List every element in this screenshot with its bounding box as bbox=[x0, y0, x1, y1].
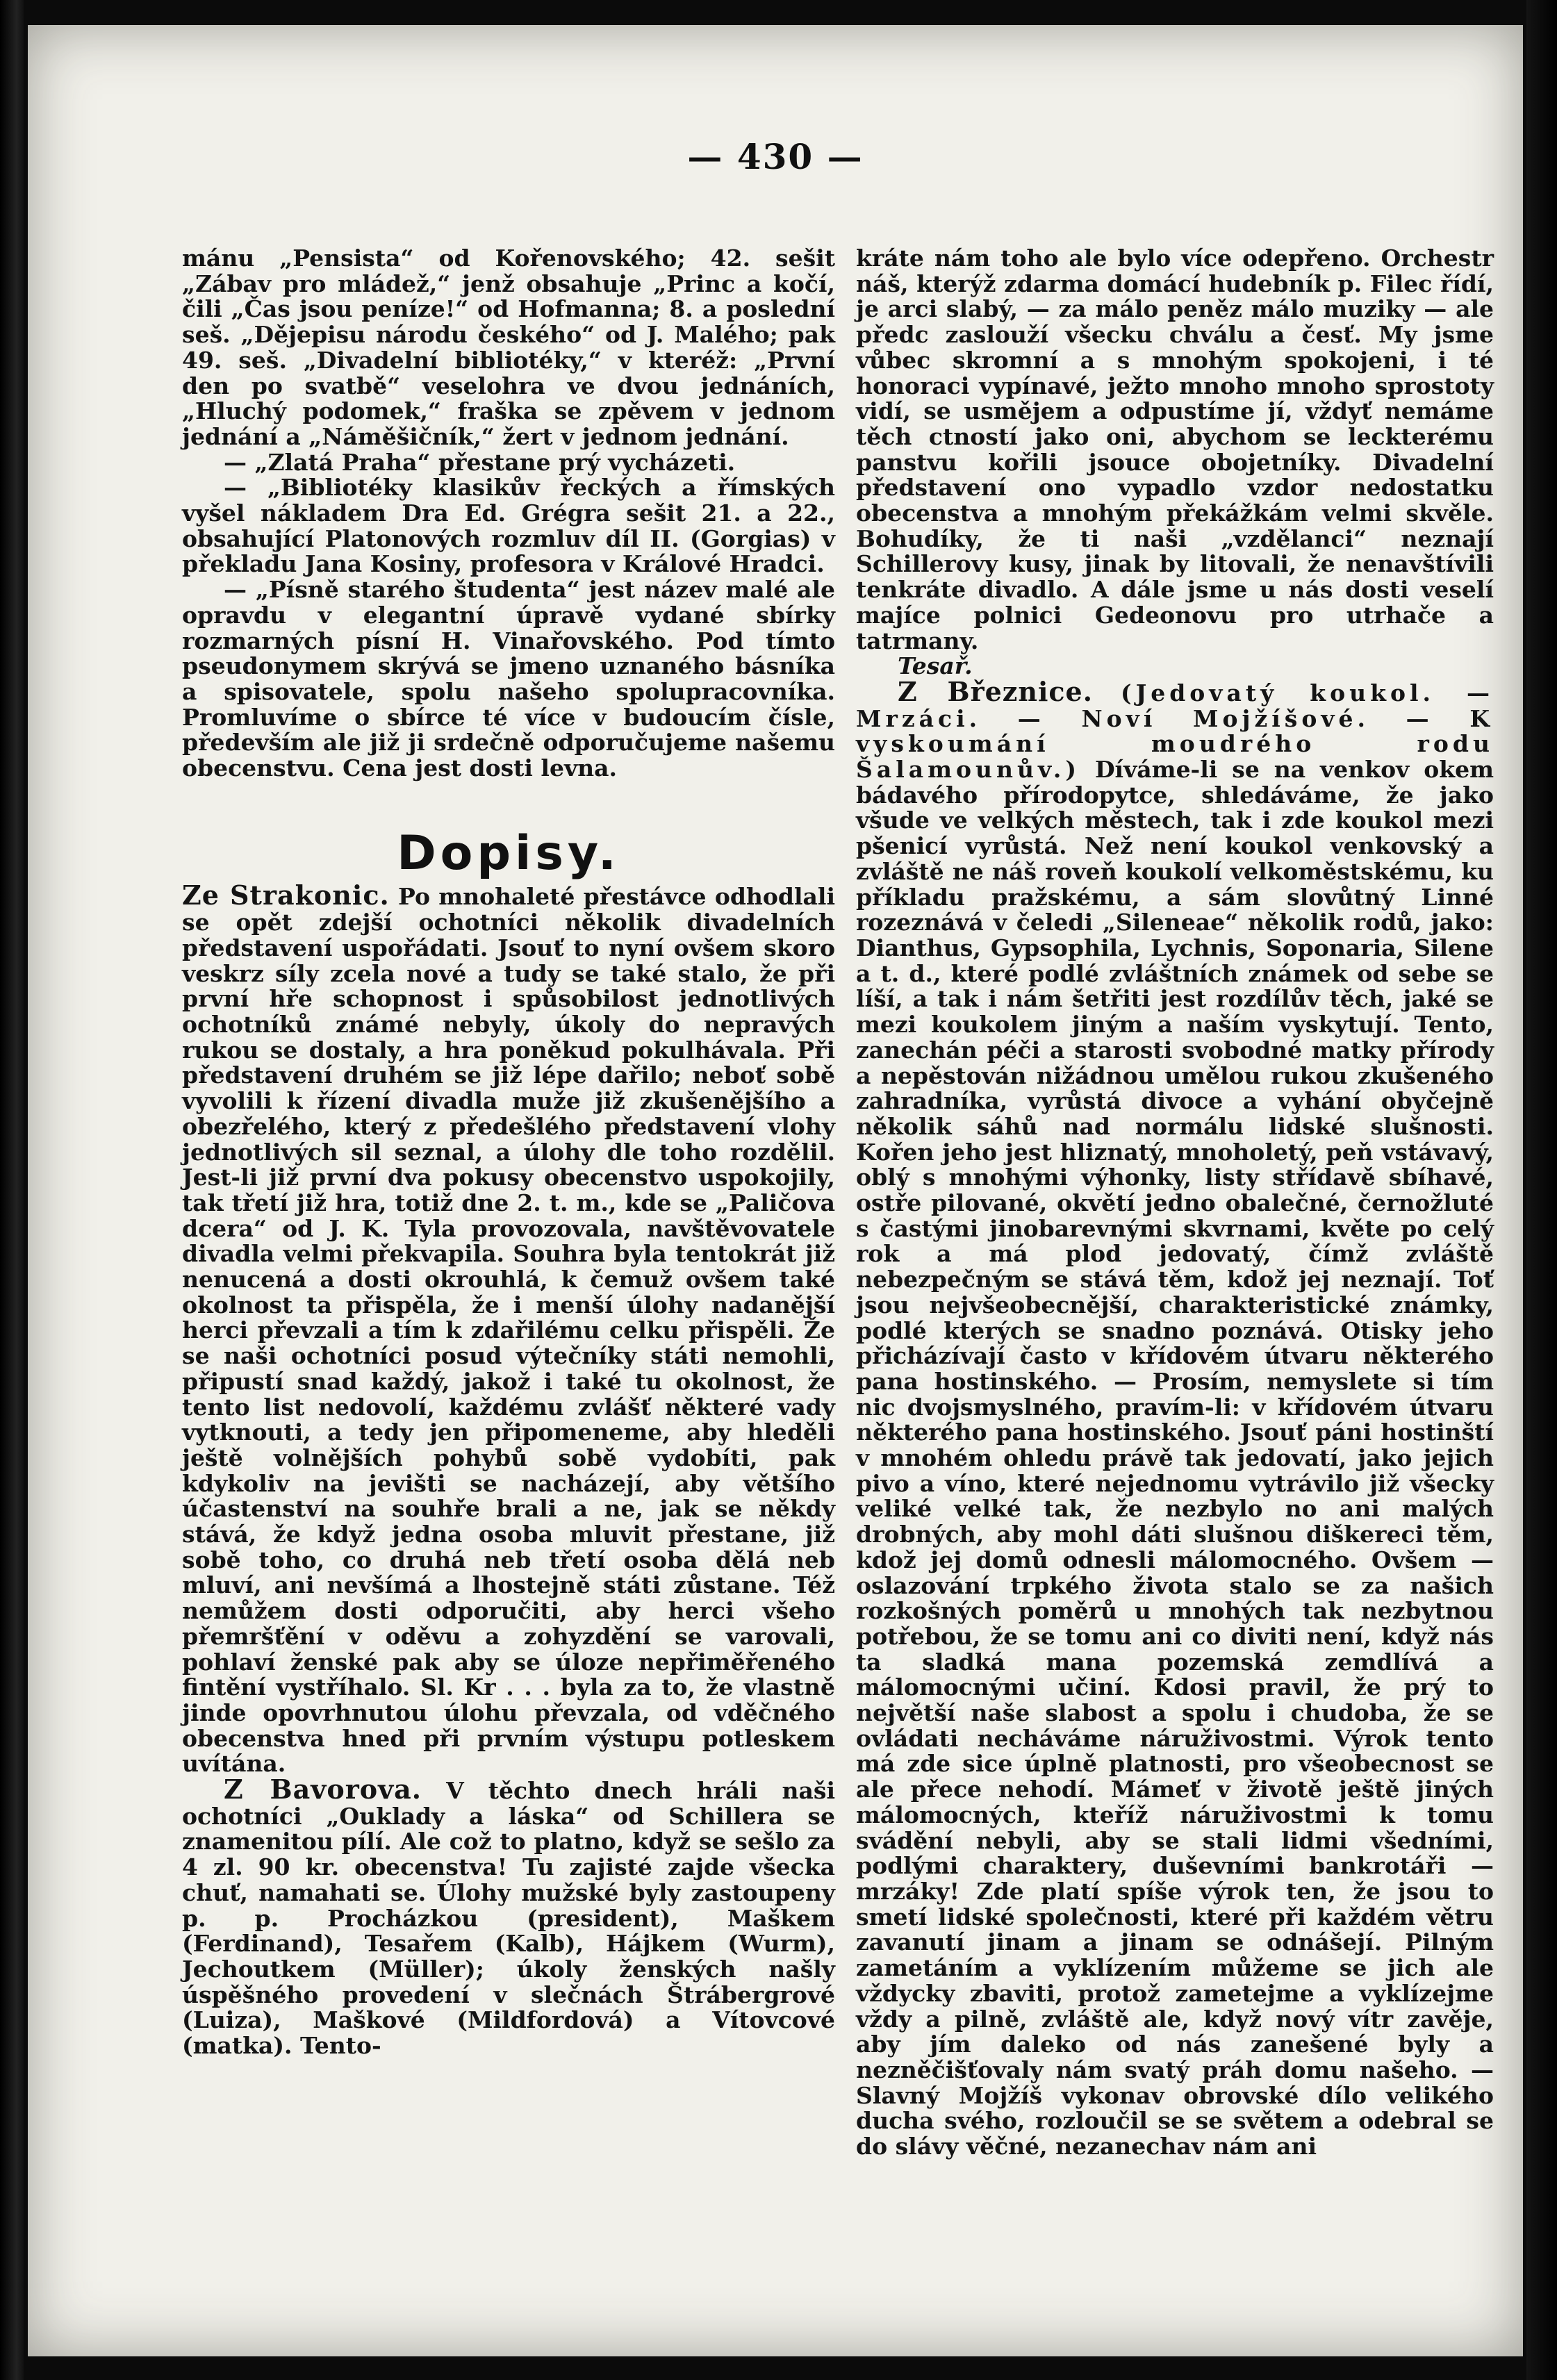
article-strakonice bbox=[182, 879, 835, 1778]
place-breznice: Z Březnice. bbox=[898, 675, 1093, 707]
place-bavorov: Z Bavorova. bbox=[224, 1774, 422, 1805]
paragraph-bavorov-continued: kráte nám toho ale bylo více odepřeno. Orchestr náš, kterýž zdarma domácí hudebník p. Filec řídí, je arci slabý, — za málo peněz málo muziky — ale předc zaslouží všecku chválu a česť. My jsme vůbec skromní a s mnohým spokojeni, i té honoraci vypínavé, ježto mnoho mnoho sprostoty vidí, se usmějem a odpustíme jí, vždyť nemáme těch ctností jako oni, abychom se leckterému panstvu kořili jsouce obojetníky. Divadelní představení ono vypadlo vzdor nedostatku obecenstva a mnohým překážkám velmi skvěle. Bohudíky, že ti naši „vzdělanci“ neznají Schillerovy kusy, jinak by litovali, že nenavštívili tenkráte divadlo. A dále jsme u nás dosti veselí majíce polnici Gedeonovu pro utrhače a tatrmany. bbox=[856, 245, 1494, 654]
signature-tesar: Tesař. bbox=[898, 652, 973, 680]
right-column bbox=[856, 246, 1494, 2160]
paragraph-pisne: — „Písně starého študenta“ jest název malé ale opravdu v elegantní úpravě vydané sbírky rozmarných písní H. Vinařovského. Pod tímto pseudonymem skrývá se jmeno uznaného básníka a spisovatele, spolu našeho spolupracovníka. Promluvíme o sbírce té více v budoucím čísle, především ale již ji srdečně odporučujeme našemu obecenstvu. Cena jest dosti levna. bbox=[182, 576, 835, 782]
paragraph-publications: mánu „Pensista“ od Kořenovského; 42. sešit „Zábav pro mládež,“ jenž obsahuje „Princ a kočí, čili „Čas jsou peníze!“ od Hofmanna; 8. a poslední seš. „Dějepisu národu českého“ od J. Malého; pak 49. seš. „Divadelní bibliotéky,“ v kteréž: „První den po svatbě“ veselohra ve dvou jednáních, „Hluchý podomek,“ fraška se zpěvem v jednom jednání a „Náměšičník,“ žert v jednom jednání. bbox=[182, 245, 835, 450]
text-bavorov: V těchto dnech hráli naši ochotníci „Ouklady a láska“ od Schillera se znamenitou pílí. Ale což to platno, když se sešlo za 4 zl. 90 kr. obecenstva! Tu zajisté zajde všecka chuť, namahati se. Úlohy mužské byly zastoupeny p. p. Procházkou (president), Maškem (Ferdinand), Tesařem (Kalb), Hájkem (Wurm), Jechoutkem (Müller); úkoly ženských našly úspěšného provedení v slečnách Štrábergrové (Luiza), Maškové (Mildfordová) a Vítovcové (matka). Tento- bbox=[182, 1777, 836, 2060]
article-bavorov bbox=[182, 1774, 836, 2060]
paragraph-zlata-praha: — „Zlatá Praha“ přestane prý vycházeti. bbox=[224, 448, 736, 476]
scanned-page bbox=[28, 25, 1523, 2356]
page-number: — 430 — bbox=[687, 136, 864, 177]
film-edge-right bbox=[1526, 0, 1557, 2380]
place-strakonice: Ze Strakonic. bbox=[182, 879, 390, 911]
film-edge-left bbox=[0, 0, 24, 2380]
text-strakonice: Po mnohaleté přestávce odhodlali se opět zdejší ochotníci několik divadelních představení uspořádati. Jsouť to nyní ovšem skoro veskrz síly zcela nové a tudy se také stalo, že při první hře schopnost i spůsobilost jednotlivých ochotníků známé nebyly, úkoly do nepravých rukou se dostaly, a hra poněkud pokulhávala. Při představení druhém se již lépe dařilo; neboť sobě vyvolili k řízení divadla muže již zkušenějšího a obezřelého, který z předešlého představení vlohy jednotlivých sil seznal, a úlohy dle toho rozdělil. Jest-li již první dva pokusy obecenstvo uspokojily, tak třetí již hra, totiž dne 2. t. m., kde se „Paličova dcera“ od J. K. Tyla provozovala, navštěvovatele divadla velmi překvapila. Souhra byla tentokrát již nenucená a dosti okrouhlá, k čemuž ovšem také okolnost ta přispěla, že i menší úlohy nadanější herci převzali a tím k zdařilému celku přispěli. Že se naši ochotníci posud výtečníky státi nemohli, připustí snad každý, jakož i také tu okolnost, že tento list nedovolí, každému zvlášť některé vady vytknouti, a tedy jen připomeneme, aby hleděli ještě volnějších pohybů sobě vydobíti, pak kdykoliv na jevišti se nacházejí, aby většího účastenství na souhře brali a ne, jak se někdy stává, že když jedna osoba mluvit přestane, již sobě toho, co druhá neb třetí osoba dělá neb mluví, ani nevšímá a lhostejně státi zůstane. Též nemůžem dosti odporučiti, aby herci všeho přemršťění v oděvu a zohyzdění se varovali, pohlaví ženské pak aby se úloze nepřiměřeného fintění vystříhalo. Sl. Kr . . . byla za to, že vlastně jinde opovrhnutou úlohu převzala, od vděčného obecenstva hned při prvním výstupu potleskem uvítána. bbox=[182, 883, 835, 1778]
article-breznice bbox=[856, 675, 1494, 2160]
left-column bbox=[182, 246, 835, 2059]
text-breznice: Díváme-li se na venkov okem bádavého přírodopytce, shledáváme, že jako všude ve velkých městech, tak i zde koukol mezi pšenicí vyrůstá. Než není koukol venkovský a zvláště ne náš roveň koukolí velkoměstskému, ku příkladu pražskému, a sám slovůtný Linné rozeznává v čeledi „Sileneae“ několik rodů, jako: Dianthus, Gypsophila, Lychnis, Soponaria, Silene a t. d., které podlé zvláštních známek od sebe se líší, a tak i nám šetřiti jest rozdílův těch, jaké se mezi koukolem jiným a naším vyskytují. Tento, zanechán péči a starosti svobodné matky přírody a nepěstován nižádnou umělou rukou zkušeného zahradníka, vyrůstá divoce a vyhání obyčejně několik sáhů nad normálu lidské slušnosti. Kořen jeho jest hliznatý, mnoholetý, peň vstávavý, oblý s mnohými výhonky, listy střídavě sbíhavé, ostře pilované, okvětí jedno obalečné, černožluté s častými jinobarevnými skvrnami, květe po celý rok a má plod jedovatý, čímž zvláště nebezpečným se stává těm, kdož jej neznají. Toť jsou nejvšeobecnější, charakteristické známky, podlé kterých se snadno poznává. Otisky jeho přicházívají často v křídovém útvaru některého pana hostinského. — Prosím, nemyslete si tím nic dvojsmyslného, pravím-li: v křídovém útvaru některého pana hostinského. Jsouť páni hostinští v mnohém ohledu právě tak jedovatí, jako jejich pivo a víno, které nejednomu vytrávilo již všecky veliké velké tak, že nezbylo no ani malých drobných, aby mohl dáti slušnou diškereci těm, kdož jej domů odnesli málomocného. Ovšem — oslazování trpkého života stalo se za našich rozkošných poměrů u mnohých tak nezbytnou potřebou, že se tomu ani co diviti není, když nás ta sladká mana pozemská zemdlívá a málomocnými učiní. Kdosi pravil, že prý to největší naše slabost a spolu i chudoba, že se ovládati necháváme náruživostmi. Výrok tento má zde sice úplně platnosti, pro všeobecnost se ale přece nehodí. Mámeť v životě ještě jiných málomocných, kteříž náruživostmi k tomu svádění nebyli, aby se stali lidmi všedními, podlými charaktery, duševními bankrotáři — mrzáky! Zde platí spíše výrok ten, že jsou to smetí lidské společnosti, které při každém větru zavanutí jinam a jinam se odnášejí. Pilným zametáním a vyklízením můžeme se jich ale vždycky zbaviti, protož zametejme a vyklízejme vždy a pilně, zvláště ale, když nový vítr zavěje, aby jím daleko od nás zanešené byly a nezněčišťovaly nám svatý práh domu našeho. — Slavný Mojžíš vykonav obrovské dílo velikého ducha svého, rozloučil se se světem a odebral se do slávy věčné, nezanechav nám ani bbox=[856, 756, 1494, 2160]
section-heading-dopisy: Dopisy. bbox=[397, 825, 620, 881]
paragraph-biblioteky: — „Bibliotéky klasikův řeckých a římských vyšel nákladem Dra Ed. Grégra sešit 21. a 22., obsahující Platonových rozmluv díl II. (Gorgias) v překladu Jana Kosiny, profesora v Králové Hradci. bbox=[182, 474, 835, 578]
subtitle-breznice: (Jedovatý koukol. — Mrzáci. — Noví Mojžíšové. — K vyskoumání moudrého rodu Šalamounův.) bbox=[856, 679, 1494, 784]
